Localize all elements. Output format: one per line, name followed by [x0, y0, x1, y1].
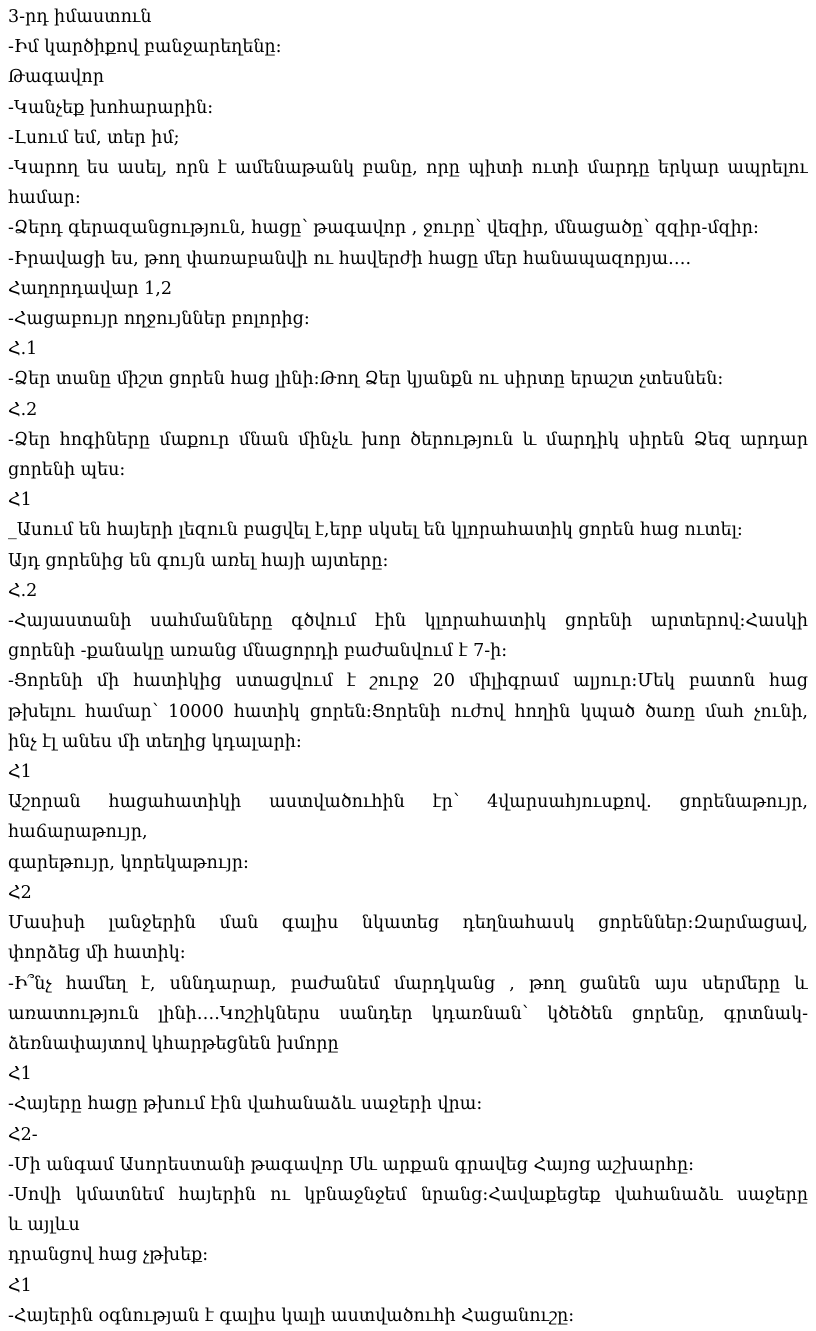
text-line: -Սովի կմատնեմ հայերին ու կբնաջնջեմ նրանց:Հավաքեցեք վահանաձև սաջերը	[8, 1184, 808, 1205]
text-line: -Ձերդ գերազանցություն, հացը՝ թագավոր , ջուրը՝ վեզիր, մնացածը՝ զզիր-մզիր:	[8, 218, 759, 239]
text-line: Այդ ցորենից են գույն առել հայի այտերը:	[8, 550, 389, 571]
text-line: -Ի՞նչ համեղ է, սննդարար, բաժանեմ մարդկանց , թող ցանեն այս սերմերը և	[8, 973, 808, 994]
text-line: Հ1	[8, 1275, 32, 1296]
text-line: Հ2-	[8, 1124, 38, 1145]
text-line: -Իրավացի ես, թող փառաբանվի ու հավերժի հացը մեր հանապազորյա….	[8, 248, 692, 269]
text-line: դրանցով հաց չթխեք:	[8, 1245, 209, 1266]
text-line: Հ1	[8, 490, 32, 511]
text-line: -Հայերին օգնության է գալիս կալի աստվածուհի Հացանուշը:	[8, 1305, 575, 1326]
text-line: Հ1	[8, 1064, 32, 1085]
text-line: ցորենի պես:	[8, 460, 126, 481]
text-line: -Հացաբույր ողջույններ բոլորից:	[8, 309, 310, 330]
text-line: համար:	[8, 188, 81, 209]
text-line: փորձեց մի հատիկ:	[8, 943, 186, 964]
text-line: -Լսում եմ, տեր իմ;	[8, 127, 180, 148]
text-line: -Հայաստանի սահմանները գծվում էին կլորահատիկ ցորենի արտերով:Հասկի	[8, 611, 808, 632]
text-line: Թագավոր	[8, 67, 104, 88]
text-line: ձեռնափայտով կհարթեցնեն խմորը	[8, 1033, 339, 1054]
text-line: Հ.2	[8, 580, 38, 601]
text-line: ցորենի -քանակը առանց մնացորդի բաժանվում է 7-ի:	[8, 641, 508, 662]
text-line: Մասիսի լանջերին ման գալիս նկատեց դեղնահասկ ցորեններ:Զարմացավ,	[8, 913, 808, 934]
text-line: 3-րդ իմաստուն	[8, 7, 152, 27]
text-line: Հ.2	[8, 399, 38, 420]
text-line: հաճարաթույր,	[8, 822, 148, 843]
text-line: Հ1	[8, 762, 32, 783]
text-line: _Ասում են հայերի լեզուն բացվել է,երբ սկսել են կլորահատիկ ցորեն հաց ուտել:	[8, 520, 743, 541]
text-line: -Ցորենի մի հատիկից ստացվում է շուրջ 20 միլիգրամ ալյուր:Մեկ բատոն հաց	[8, 671, 808, 692]
text-line: գարեթույր, կորեկաթույր:	[8, 852, 249, 873]
text-line: թխելու համար՝ 10000 հատիկ ցորեն:Ցորենի ուժով հողին կպած ծառը մահ չունի,	[8, 701, 808, 722]
text-line: Հ2	[8, 882, 32, 903]
text-line: -Կանչեք խոհարարին:	[8, 97, 214, 118]
text-line: -Կարող ես ասել, որն է ամենաթանկ բանը, որը պիտի ուտի մարդը երկար ապրելու	[8, 158, 808, 179]
text-line: -Հայերը հացը թխում էին վահանաձև սաջերի վրա:	[8, 1094, 483, 1115]
text-line: առատություն լինի….Կոշիկներս սանդեր կդառնան՝ կծեծեն ցորենը, գրտնակ-	[8, 1003, 808, 1024]
text-line: և այլևս	[8, 1215, 80, 1236]
text-line: Հաղորդավար 1,2	[8, 278, 173, 299]
text-line: -Իմ կարծիքով բանջարեղենը:	[8, 37, 282, 58]
text-line: -Մի անգամ Ասորեստանի թագավոր Սև արքան գրավեց Հայոց աշխարհը:	[8, 1154, 695, 1175]
text-line: -Ձեր տանը միշտ ցորեն հաց լինի:Թող Ձեր կյանքն ու սիրտը երաշտ չտեսնեն:	[8, 369, 724, 390]
text-line: -Ձեր հոգիները մաքուր մնան մինչև խոր ծերություն և մարդիկ սիրեն Ձեզ արդար	[8, 429, 808, 450]
text-line: Աշորան հացահատիկի աստվածուհին էր՝ 4վարսահյուսքով. ցորենաթույր,	[8, 792, 808, 813]
text-line: Հ.1	[8, 339, 38, 360]
text-line: ինչ էլ անես մի տեղից կդալարի:	[8, 731, 302, 752]
